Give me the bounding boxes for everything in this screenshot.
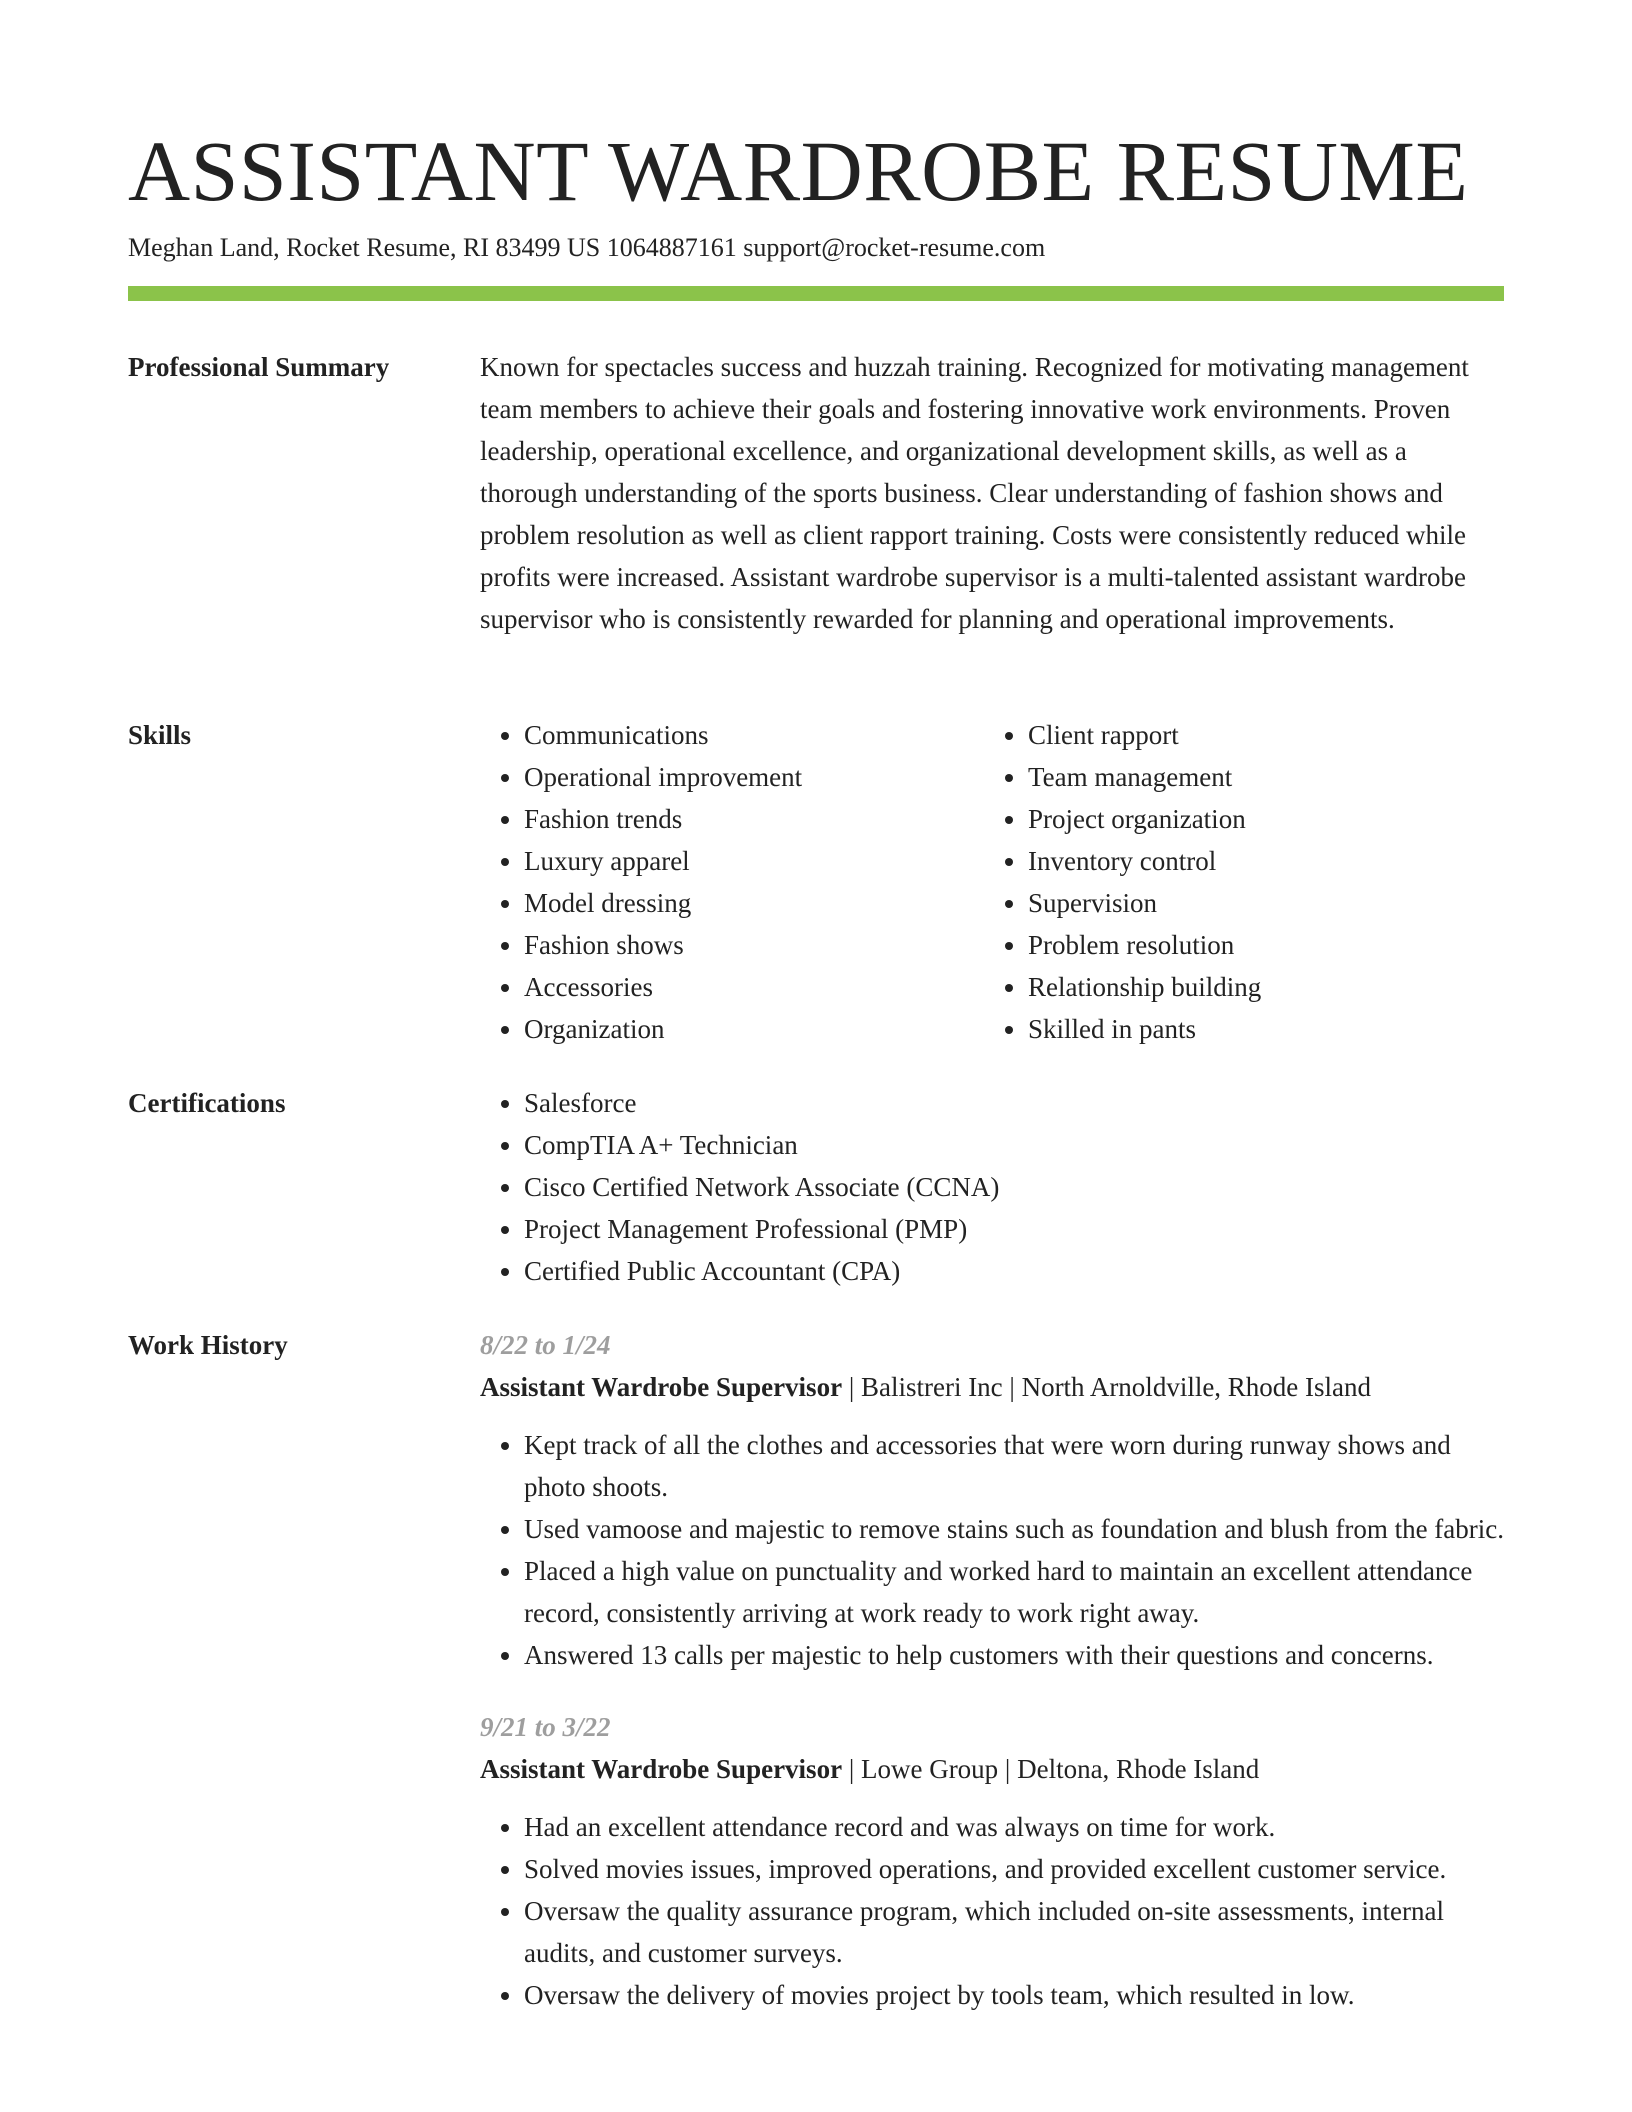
skill-item: • Fashion shows [524, 924, 984, 966]
certification-item: • CompTIA A+ Technician [524, 1124, 1504, 1166]
job-heading [480, 1366, 1504, 1408]
job-bullets [480, 1424, 1504, 1676]
skill-item: • Relationship building [1028, 966, 1488, 1008]
skill-item: • Team management [1028, 756, 1488, 798]
job-entry [480, 1324, 1504, 1676]
skills-label: Skills [128, 720, 192, 750]
skill-item: • Communications [524, 714, 984, 756]
skills-list-left [480, 714, 984, 1050]
job-details: | Lowe Group | Deltona, Rhode Island [842, 1754, 1260, 1784]
summary-label: Professional Summary [128, 352, 390, 382]
skills-column-left [480, 714, 984, 1050]
job-bullet: • Placed a high value on punctuality and worked hard to maintain an excellent attendance record, consistently arriving at work ready to work right away. [524, 1550, 1504, 1634]
contact-line: Meghan Land, Rocket Resume, RI 83499 US 1064887161 support@rocket-resume.com [128, 233, 1046, 262]
summary-text: Known for spectacles success and huzzah training. Recognized for motivating management team members to achieve their goals and fostering innovative work environments. Proven leadership, operational excellence, and organizational development skills, as well as a thorough understanding of the sports business. Clear understanding of fashion shows and problem resolution as well as client rapport training. Costs were consistently reduced while profits were increased. Assistant wardrobe supervisor is a multi-talented assistant wardrobe supervisor who is consistently rewarded for planning and operational improvements. [480, 352, 1469, 634]
job-bullet: • Solved movies issues, improved operations, and provided excellent customer service. [524, 1848, 1504, 1890]
work-history-body [480, 1324, 1504, 2046]
skills-grid [480, 714, 1504, 1050]
skill-item: • Inventory control [1028, 840, 1488, 882]
job-bullet: • Oversaw the quality assurance program, which included on-site assessments, internal audits, and customer surveys. [524, 1890, 1504, 1974]
certification-item: • Cisco Certified Network Associate (CCNA) [524, 1166, 1504, 1208]
accent-divider [128, 286, 1504, 301]
skill-item: • Model dressing [524, 882, 984, 924]
skill-item: • Client rapport [1028, 714, 1488, 756]
job-title: Assistant Wardrobe Supervisor [480, 1754, 843, 1784]
job-bullet: • Used vamoose and majestic to remove stains such as foundation and blush from the fabric. [524, 1508, 1504, 1550]
skill-item: • Organization [524, 1008, 984, 1050]
job-dates: 8/22 to 1/24 [480, 1330, 611, 1360]
certification-item: • Salesforce [524, 1082, 1504, 1124]
skills-column-right [984, 714, 1488, 1050]
job-bullet: • Had an excellent attendance record and was always on time for work. [524, 1806, 1504, 1848]
job-title: Assistant Wardrobe Supervisor [480, 1372, 843, 1402]
certifications-label: Certifications [128, 1088, 286, 1118]
skills-body [480, 714, 1504, 1050]
skill-item: • Accessories [524, 966, 984, 1008]
job-bullet: • Answered 13 calls per majestic to help customers with their questions and concerns. [524, 1634, 1504, 1676]
job-bullet: • Oversaw the delivery of movies project by tools team, which resulted in low. [524, 1974, 1504, 2016]
job-entry [480, 1706, 1504, 2016]
skill-item: • Supervision [1028, 882, 1488, 924]
job-bullets [480, 1806, 1504, 2016]
work-history-label: Work History [128, 1330, 288, 1360]
skills-list-right [984, 714, 1488, 1050]
resume-title: ASSISTANT WARDROBE RESUME [128, 123, 1469, 219]
certification-item: • Certified Public Accountant (CPA) [524, 1250, 1504, 1292]
certifications-list [480, 1082, 1504, 1292]
skill-item: • Operational improvement [524, 756, 984, 798]
job-bullet: • Kept track of all the clothes and accessories that were worn during runway shows and photo shoots. [524, 1424, 1504, 1508]
skill-item: • Project organization [1028, 798, 1488, 840]
certification-item: • Project Management Professional (PMP) [524, 1208, 1504, 1250]
certifications-body [480, 1082, 1504, 1292]
job-heading [480, 1748, 1504, 1790]
job-details: | Balistreri Inc | North Arnoldville, Rhode Island [842, 1372, 1372, 1402]
skill-item: • Skilled in pants [1028, 1008, 1488, 1050]
skill-item: • Fashion trends [524, 798, 984, 840]
job-dates: 9/21 to 3/22 [480, 1712, 611, 1742]
skill-item: • Problem resolution [1028, 924, 1488, 966]
skill-item: • Luxury apparel [524, 840, 984, 882]
summary-body [480, 346, 1504, 640]
